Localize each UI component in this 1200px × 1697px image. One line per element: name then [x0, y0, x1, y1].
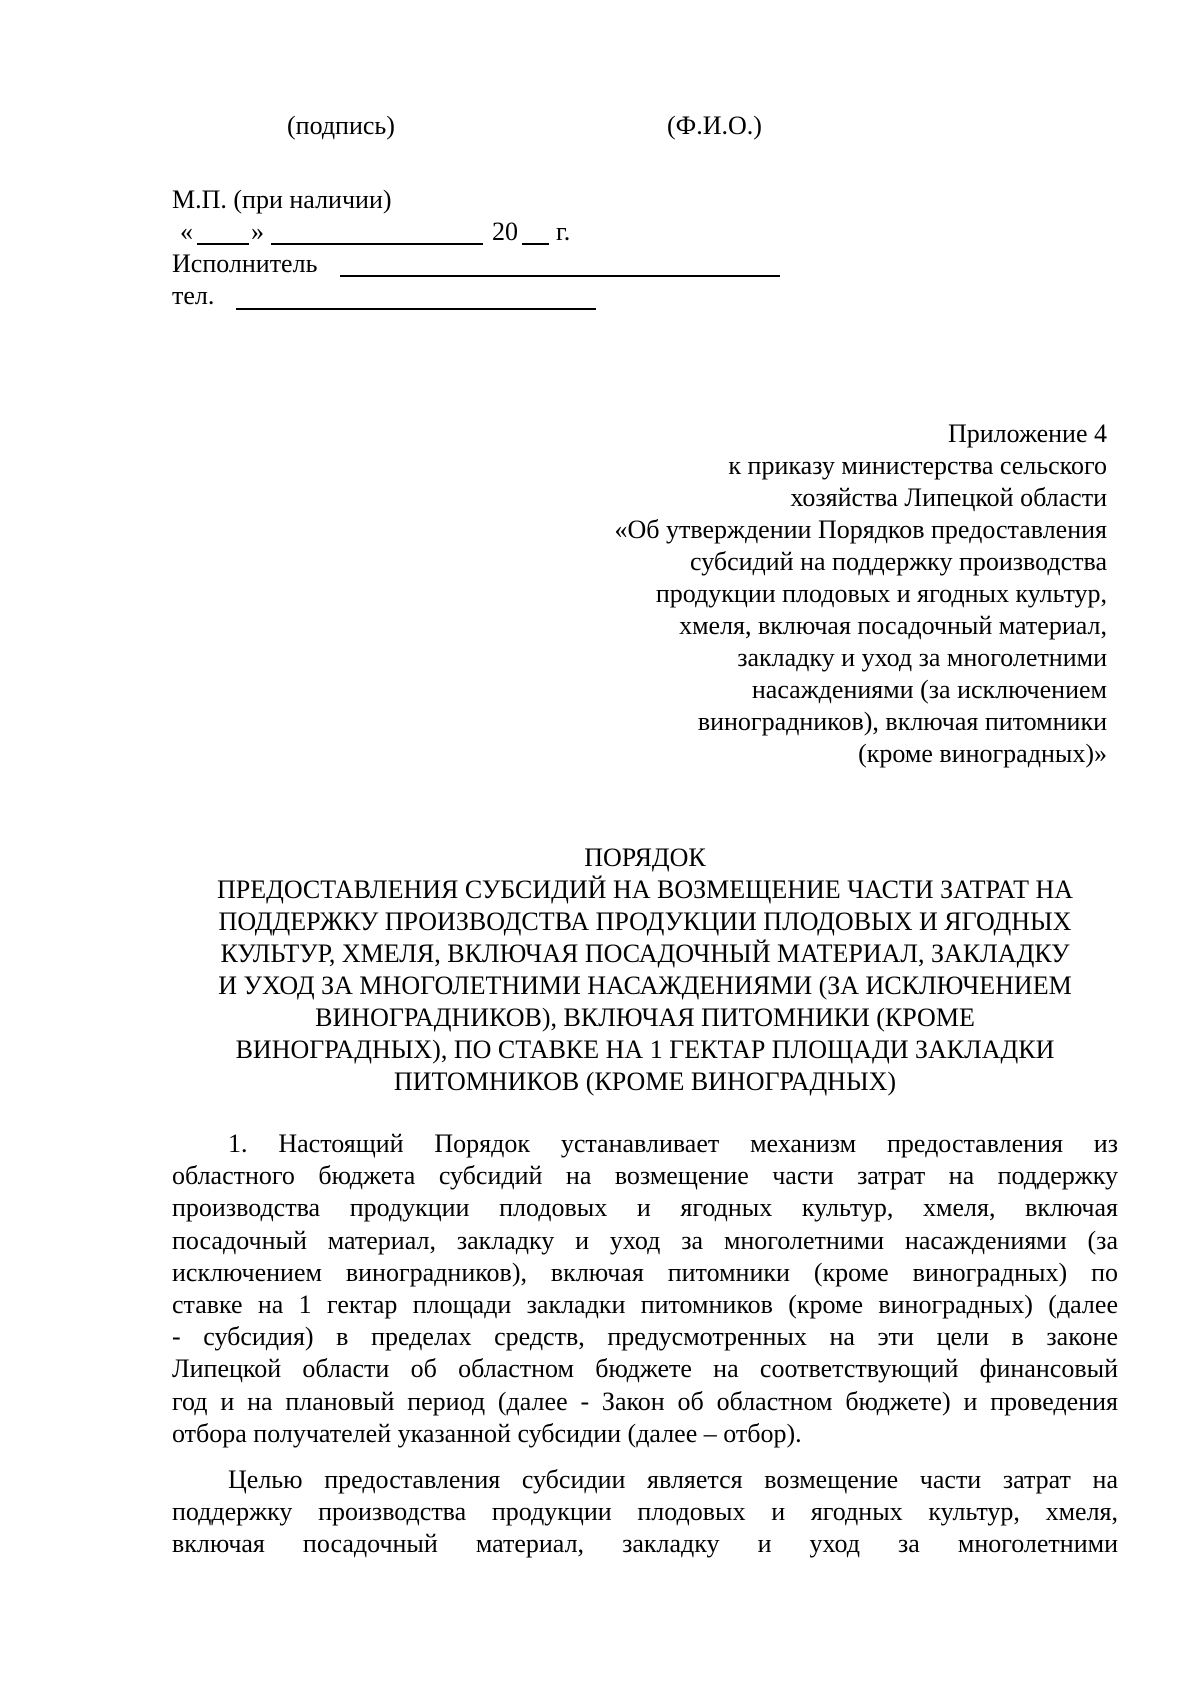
executor-blank: [340, 275, 780, 277]
date-year-blank: [522, 243, 549, 245]
date-day-blank: [197, 243, 249, 245]
stamp-label: М.П. (при наличии): [172, 185, 392, 214]
text-line: поддержку производства продукции плодовых и ягодных культур, хмеля,: [172, 1497, 1118, 1527]
date-year-prefix: 20: [492, 217, 518, 246]
appendix-line: «Об утверждении Порядков предоставления: [614, 515, 1107, 544]
title-line: ПОРЯДОК: [584, 843, 706, 872]
appendix-line: (кроме виноградных)»: [858, 739, 1107, 768]
appendix-line: к приказу министерства сельского: [728, 451, 1107, 480]
text-line: год и на плановый период (далее - Закон об областном бюджете) и проведения: [172, 1386, 1118, 1416]
text-line: ставке на 1 гектар площади закладки питомников (кроме виноградных) (далее: [172, 1289, 1118, 1319]
date-month-blank: [271, 243, 483, 245]
text-line: областного бюджета субсидий на возмещение части затрат на поддержку: [172, 1161, 1118, 1191]
paragraph-1: [172, 1128, 1118, 1450]
fio-caption: (Ф.И.О.): [667, 111, 762, 140]
title-line: И УХОД ЗА МНОГОЛЕТНИМИ НАСАЖДЕНИЯМИ (ЗА ИСКЛЮЧЕНИЕМ: [218, 971, 1072, 1000]
text-line: Липецкой области об областном бюджете на соответствующий финансовый: [172, 1354, 1118, 1384]
text-line: Целью предоставления субсидии является возмещение части затрат на: [228, 1464, 1118, 1494]
appendix-line: закладку и уход за многолетними: [737, 643, 1107, 672]
paragraph-2: [172, 1464, 1118, 1561]
appendix-line: субсидий на поддержку производства: [690, 547, 1107, 576]
appendix-line: хмеля, включая посадочный материал,: [679, 611, 1107, 640]
appendix-header: [614, 418, 1107, 770]
appendix-line: продукции плодовых и ягодных культур,: [655, 579, 1107, 608]
date-close-quote: »: [251, 217, 264, 246]
title-line: ПРЕДОСТАВЛЕНИЯ СУБСИДИЙ НА ВОЗМЕЩЕНИЕ ЧАСТИ ЗАТРАТ НА: [216, 875, 1074, 904]
phone-blank: [236, 308, 596, 310]
date-year-suffix: г.: [556, 217, 571, 246]
text-line: - субсидия) в пределах средств, предусмотренных на эти цели в законе: [172, 1322, 1118, 1352]
appendix-line: виноградников), включая питомники: [697, 707, 1107, 736]
phone-label: тел.: [172, 281, 215, 310]
appendix-line: хозяйства Липецкой области: [790, 483, 1107, 512]
title-line: ВИНОГРАДНИКОВ), ВКЛЮЧАЯ ПИТОМНИКИ (КРОМЕ: [315, 1003, 975, 1032]
paragraph-gap: [172, 1450, 1118, 1464]
appendix-line: насаждениями (за исключением: [751, 675, 1107, 704]
date-open-quote: «: [180, 217, 193, 246]
document-title: [172, 842, 1118, 1098]
executor-label: Исполнитель: [172, 249, 318, 278]
title-line: ПИТОМНИКОВ (КРОМЕ ВИНОГРАДНЫХ): [393, 1067, 897, 1096]
text-line: 1. Настоящий Порядок устанавливает механизм предоставления из: [228, 1129, 1118, 1158]
text-line: производства продукции плодовых и ягодных культур, хмеля, включая: [172, 1193, 1118, 1223]
signature-caption: (подпись): [287, 111, 395, 140]
text-line: посадочный материал, закладку и уход за многолетними насаждениями (за: [172, 1225, 1118, 1255]
document-body: [172, 1128, 1118, 1560]
title-line: ПОДДЕРЖКУ ПРОИЗВОДСТВА ПРОДУКЦИИ ПЛОДОВЫХ И ЯГОДНЫХ: [218, 907, 1072, 936]
title-line: ВИНОГРАДНЫХ), ПО СТАВКЕ НА 1 ГЕКТАР ПЛОЩАДИ ЗАКЛАДКИ: [235, 1035, 1055, 1064]
appendix-line: Приложение 4: [947, 419, 1107, 448]
text-line: включая посадочный материал, закладку и уход за многолетними: [172, 1529, 1118, 1559]
text-line: исключением виноградников), включая питомники (кроме виноградных) по: [172, 1257, 1118, 1287]
text-line: отбора получателей указанной субсидии (далее – отбор).: [172, 1418, 802, 1448]
title-line: КУЛЬТУР, ХМЕЛЯ, ВКЛЮЧАЯ ПОСАДОЧНЫЙ МАТЕРИАЛ, ЗАКЛАДКУ: [220, 939, 1070, 968]
